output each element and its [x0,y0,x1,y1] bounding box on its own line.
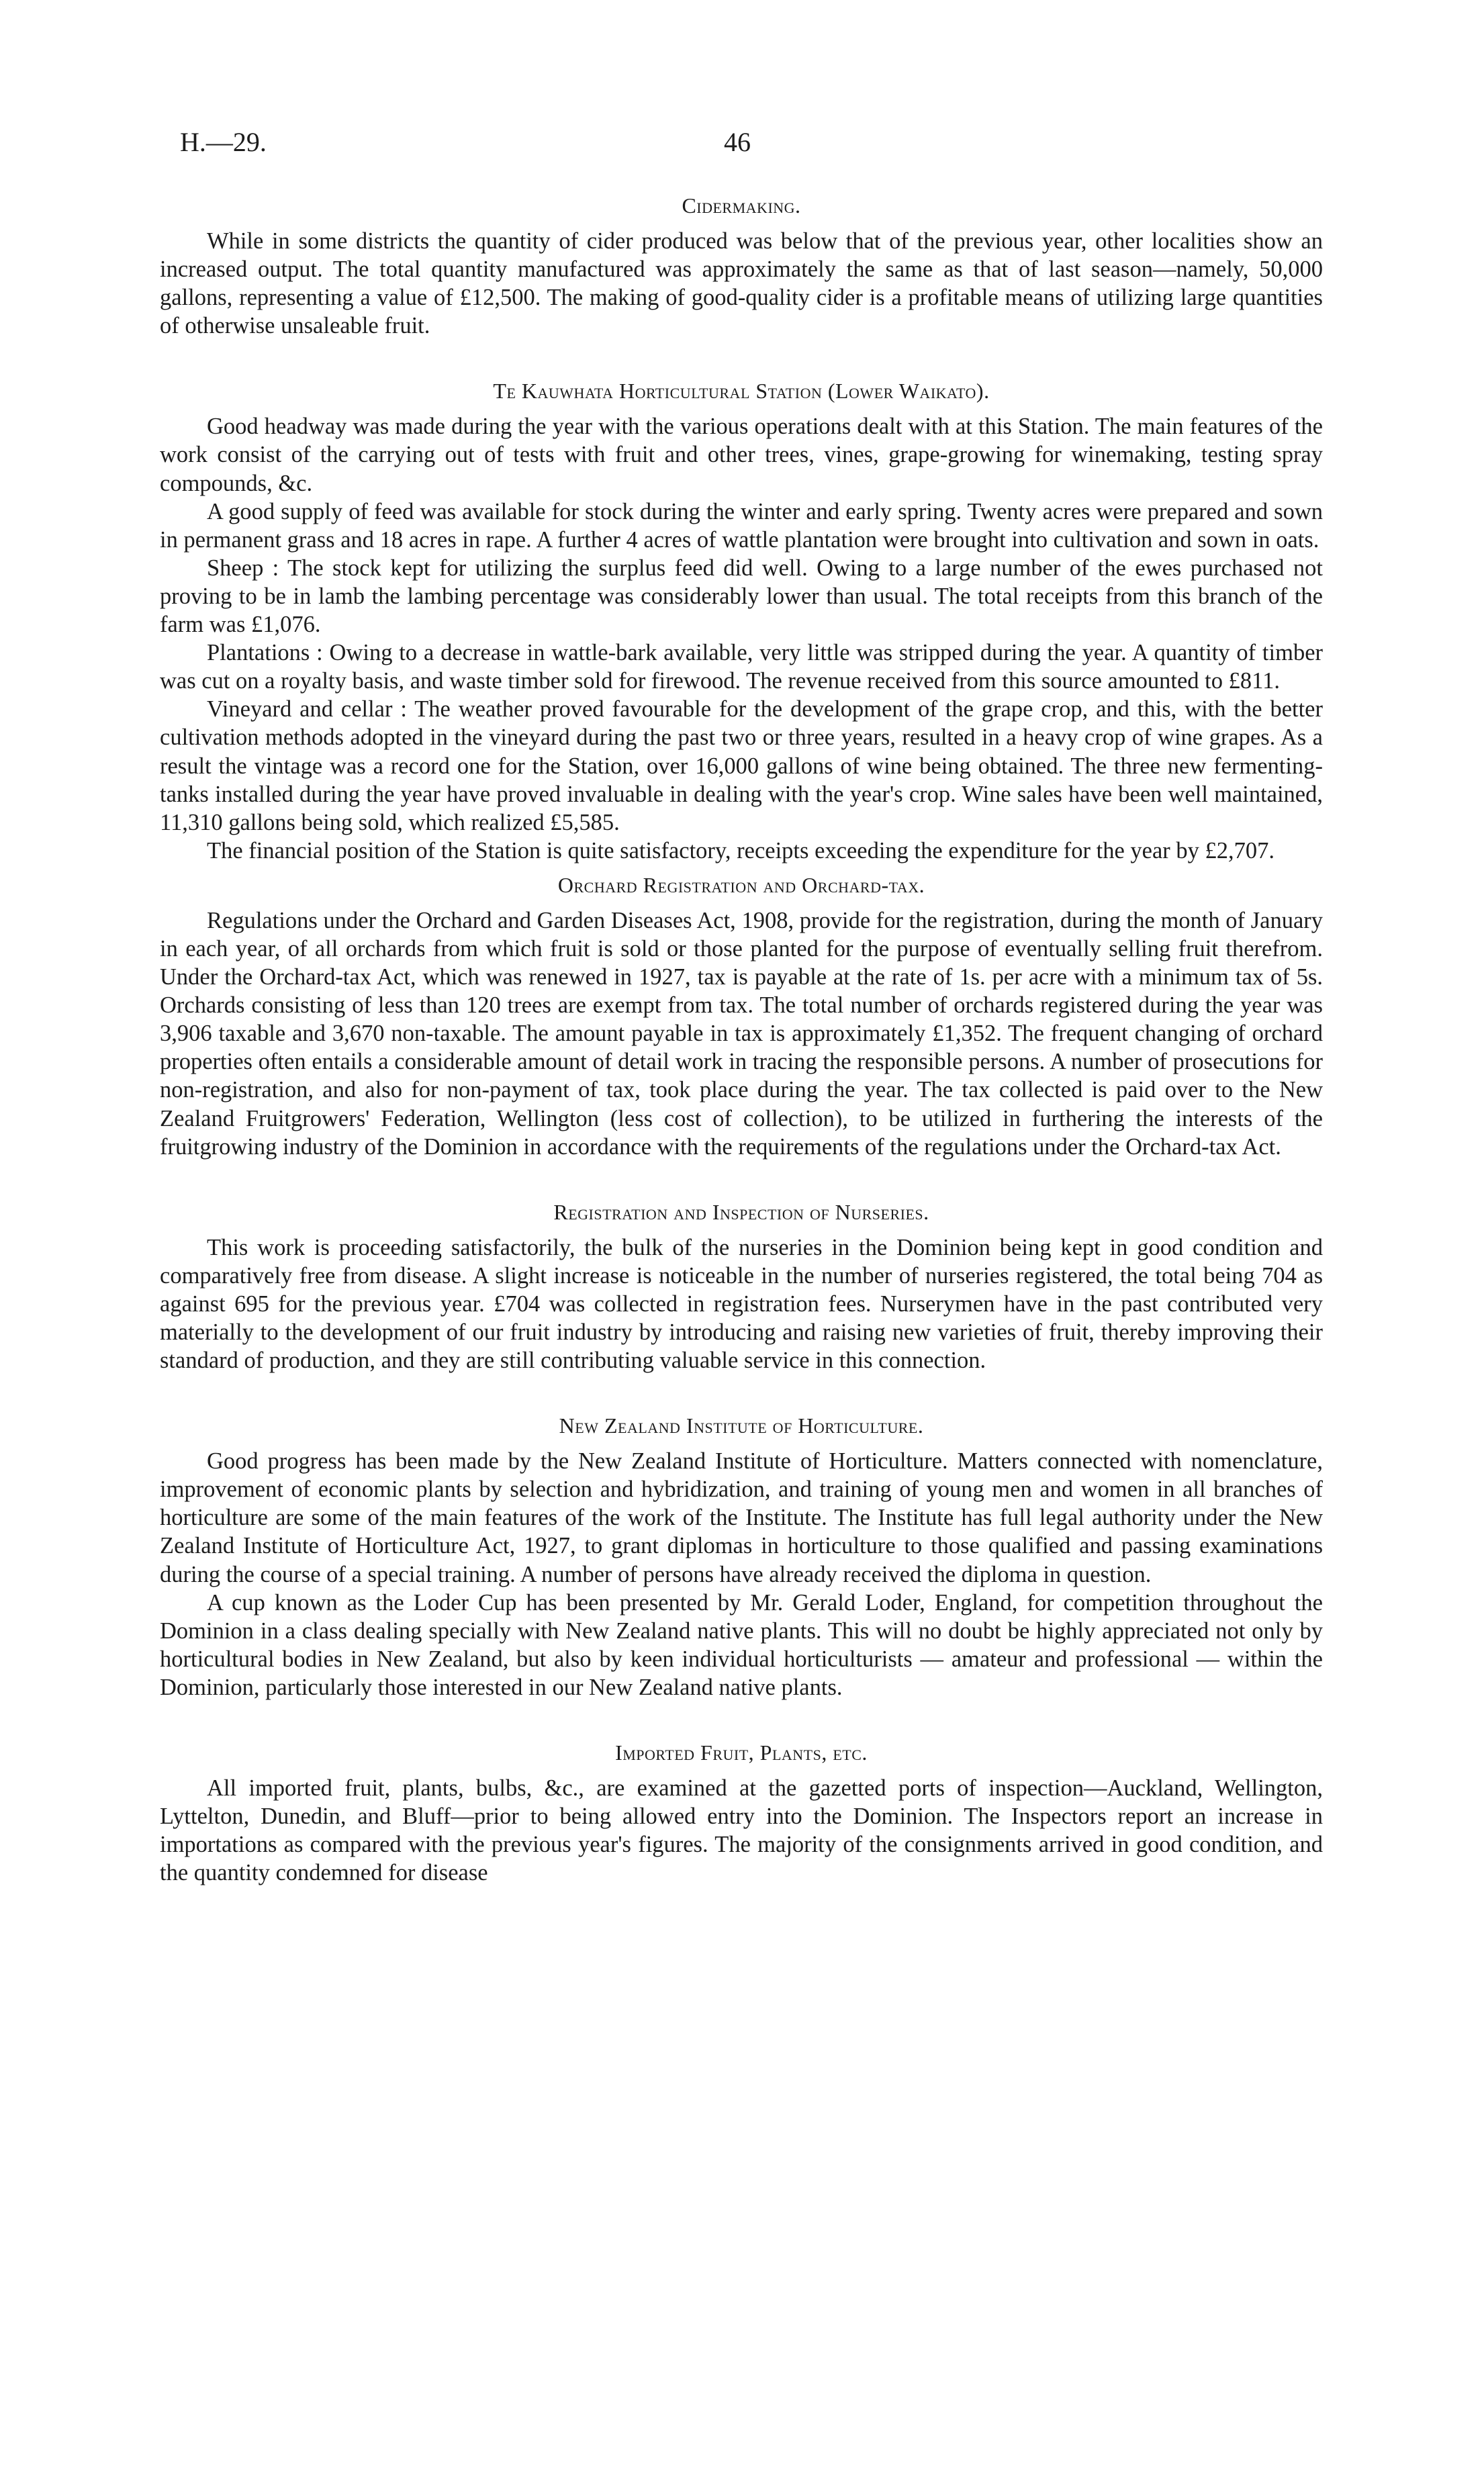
section-imported-fruit [160,1732,1323,1887]
section-orchard-registration [160,865,1323,1161]
paragraph: While in some districts the quantity of cider produced was below that of the previous year, other localities show an increased output. The total quantity manufactured was approximately the same as that of last season—namely, 50,000 gallons, representing a value of £12,500. The making of good-quality cider is a profitable means of utilizing large quantities of otherwise unsaleable fruit. [160,228,1323,339]
section-heading: New Zealand Institute of Horticulture. [559,1413,924,1438]
paragraph: Regulations under the Orchard and Garden Diseases Act, 1908, provide for the registration, during the month of January in each year, of all orchards from which fruit is sold or those planted for the purpose of eventually selling fruit therefrom. Under the Orchard-tax Act, which was renewed in 1927, tax is payable at the rate of 1s. per acre with a minimum tax of 5s. Orchards consisting of less than 120 trees are exempt from tax. The total number of orchards registered during the year was 3,906 taxable and 3,670 non-taxable. The amount payable in tax is approximately £1,352. The frequent changing of orchard properties often entails a considerable amount of detail work in tracing the responsible persons. A number of prosecutions for non-registration, and also for non-payment of tax, took place during the year. The tax collected is paid over to the New Zealand Fruitgrowers' Federation, Wellington (less cost of collection), to be utilized in furthering the interests of the fruitgrowing industry of the Dominion in accordance with the requirements of the regulations under the Orchard-tax Act. [160,907,1323,1160]
paragraph: A good supply of feed was available for stock during the winter and early spring. Twenty acres were prepared and sown in permanent grass and 18 acres in rape. A further 4 acres of wattle plantation were brought into cultivation and sown in oats. [160,498,1323,553]
paragraph: The financial position of the Station is quite satisfactory, receipts exceeding the expenditure for the year by £2,707. [207,837,1275,863]
section-te-kauwhata-station [160,371,1323,865]
paragraph: Good headway was made during the year with the various operations dealt with at this Station. The main features of the work consist of the carrying out of tests with fruit and other trees, vines, grape-growing for winemaking, testing spray compounds, &c. [160,414,1323,496]
section-heading: Te Kauwhata Horticultural Station (Lower Waikato). [493,379,990,404]
section-institute-horticulture [160,1405,1323,1701]
running-header [180,126,1321,167]
paragraph: Vineyard and cellar : The weather proved favourable for the development of the grape crop, and this, with the better cultivation methods adopted in the vineyard during the past two or three years, resulted in a heavy crop of wine grapes. As a result the vintage was a record one for the Station, over 16,000 gallons of wine being obtained. The three new fermenting-tanks installed during the year have proved invaluable in dealing with the year's crop. Wine sales have been well maintained, 11,310 gallons being sold, which realized £5,585. [160,696,1323,835]
section-heading: Imported Fruit, Plants, etc. [615,1740,868,1765]
section-cidermaking [160,185,1323,340]
section-nurseries [160,1192,1323,1374]
document-reference: H.—29. [180,127,267,157]
section-heading: Orchard Registration and Orchard-tax. [557,872,925,897]
page-number: 46 [724,127,751,157]
paragraph: Sheep : The stock kept for utilizing the surplus feed did well. Owing to a large number of the ewes purchased not proving to be in lamb the lambing percentage was considerably lower than usual. The total receipts from this branch of the farm was £1,076. [160,555,1323,638]
paragraph: Plantations : Owing to a decrease in wattle-bark available, very little was stripped during the year. A quantity of timber was cut on a royalty basis, and waste timber sold for firewood. The revenue received from this source amounted to £811. [160,640,1323,694]
section-heading: Cidermaking. [682,193,801,218]
paragraph: A cup known as the Loder Cup has been presented by Mr. Gerald Loder, England, for competition throughout the Dominion in a class dealing specially with New Zealand native plants. This will no doubt be highly appreciated not only by horticultural bodies in New Zealand, but also by keen individual horticulturists — amateur and professional — within the Dominion, particularly those interested in our New Zealand native plants. [160,1589,1323,1700]
paragraph: Good progress has been made by the New Zealand Institute of Horticulture. Matters connected with nomenclature, improvement of economic plants by selection and hybridization, and training of young men and women in all branches of horticulture are some of the main features of the work of the Institute. The Institute has full legal authority under the New Zealand Institute of Horticulture Act, 1927, to grant diplomas in horticulture to those qualified and passing examinations during the course of a special training. A number of persons have already received the diploma in question. [160,1448,1323,1587]
paragraph: All imported fruit, plants, bulbs, &c., are examined at the gazetted ports of inspection—Auckland, Wellington, Lyttelton, Dunedin, and Bluff—prior to being allowed entry into the Dominion. The Inspectors report an increase in importations as compared with the previous year's figures. The majority of the consignments arrived in good condition, and the quantity condemned for disease [160,1775,1323,1886]
section-heading: Registration and Inspection of Nurseries. [553,1199,929,1224]
paragraph: This work is proceeding satisfactorily, the bulk of the nurseries in the Dominion being kept in good condition and comparatively free from disease. A slight increase is noticeable in the number of nurseries registered, the total being 704 as against 695 for the previous year. £704 was collected in registration fees. Nurserymen have in the past contributed very materially to the development of our fruit industry by introducing and raising new varieties of fruit, thereby improving their standard of production, and they are still contributing valuable service in this connection. [160,1234,1323,1374]
body-text [160,185,1323,1887]
